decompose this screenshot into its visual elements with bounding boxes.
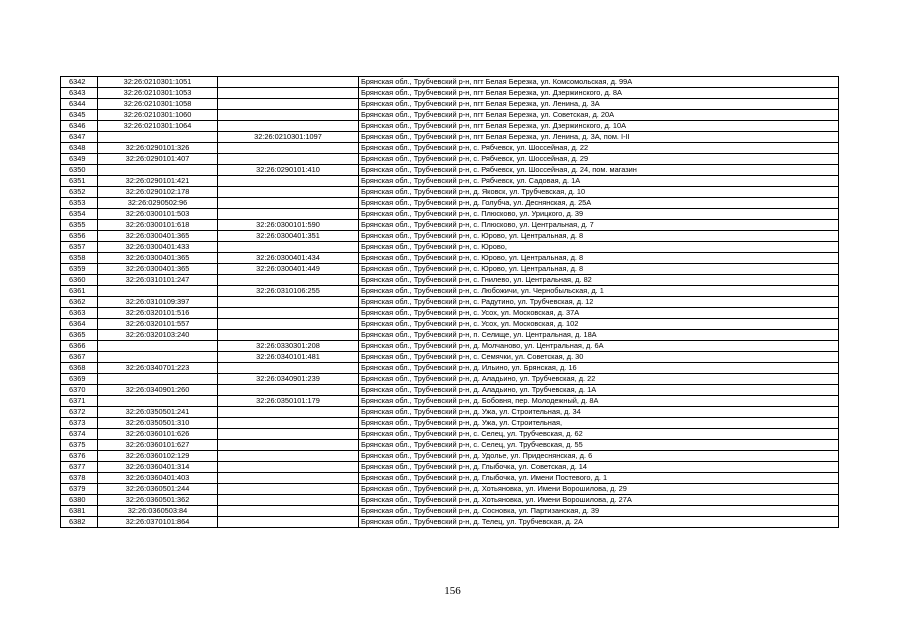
address-cell: Брянская обл., Трубчевский р-н, с. Юрово, (359, 242, 839, 253)
address-cell: Брянская обл., Трубчевский р-н, с. Юрово, ул. Центральная, д. 8 (359, 253, 839, 264)
address-cell: Брянская обл., Трубчевский р-н, п. Селище, ул. Центральная, д. 18А (359, 330, 839, 341)
address-cell: Брянская обл., Трубчевский р-н, д. Голубча, ул. Деснянская, д. 25А (359, 198, 839, 209)
table-row (61, 231, 839, 242)
table-row (61, 242, 839, 253)
address-cell: Брянская обл., Трубчевский р-н, пгт Белая Березка, ул. Комсомольская, д. 99А (359, 77, 839, 88)
table-row (61, 429, 839, 440)
cadastral-number-2-cell (218, 473, 359, 484)
cadastral-number-cell: 32:26:0310101:247 (98, 275, 218, 286)
table-row (61, 176, 839, 187)
cadastral-number-2-cell (218, 495, 359, 506)
cadastral-number-2-cell (218, 308, 359, 319)
table-row (61, 363, 839, 374)
table-row (61, 462, 839, 473)
address-cell: Брянская обл., Трубчевский р-н, с. Селец, ул. Трубчевская, д. 55 (359, 440, 839, 451)
table-row (61, 110, 839, 121)
page-number: 156 (444, 585, 461, 597)
table-row (61, 418, 839, 429)
cadastral-number-2-cell (218, 418, 359, 429)
table-row (61, 286, 839, 297)
cadastral-number-cell: 32:26:0350501:241 (98, 407, 218, 418)
row-number-cell: 6359 (61, 264, 98, 275)
cadastral-number-cell: 32:26:0360501:244 (98, 484, 218, 495)
address-cell: Брянская обл., Трубчевский р-н, пгт Белая Березка, ул. Ленина, д. 3А, пом. I-II (359, 132, 839, 143)
cadastral-number-2-cell (218, 275, 359, 286)
row-number-cell: 6370 (61, 385, 98, 396)
address-cell: Брянская обл., Трубчевский р-н, с. Юрово, ул. Центральная, д. 8 (359, 231, 839, 242)
cadastral-number-cell (98, 352, 218, 363)
table-body (61, 77, 839, 528)
address-cell: Брянская обл., Трубчевский р-н, с. Рябчевск, ул. Шоссейная, д. 29 (359, 154, 839, 165)
cadastral-number-cell: 32:26:0360101:627 (98, 440, 218, 451)
address-cell: Брянская обл., Трубчевский р-н, с. Усох, ул. Московская, д. 102 (359, 319, 839, 330)
cadastral-number-cell: 32:26:0290101:326 (98, 143, 218, 154)
row-number-cell: 6345 (61, 110, 98, 121)
cadastral-number-2-cell: 32:26:0310106:255 (218, 286, 359, 297)
address-cell: Брянская обл., Трубчевский р-н, с. Плюсково, ул. Урицкого, д. 39 (359, 209, 839, 220)
cadastral-number-cell (98, 341, 218, 352)
row-number-cell: 6364 (61, 319, 98, 330)
row-number-cell: 6373 (61, 418, 98, 429)
cadastral-number-2-cell (218, 462, 359, 473)
address-cell: Брянская обл., Трубчевский р-н, с. Селец, ул. Трубчевская, д. 62 (359, 429, 839, 440)
row-number-cell: 6363 (61, 308, 98, 319)
table-row (61, 77, 839, 88)
cadastral-number-cell: 32:26:0300401:365 (98, 253, 218, 264)
address-cell: Брянская обл., Трубчевский р-н, д. Ильино, ул. Брянская, д. 16 (359, 363, 839, 374)
table-row (61, 165, 839, 176)
cadastral-number-cell (98, 132, 218, 143)
table-row (61, 341, 839, 352)
table-row (61, 154, 839, 165)
cadastral-number-2-cell (218, 154, 359, 165)
cadastral-number-2-cell (218, 209, 359, 220)
address-cell: Брянская обл., Трубчевский р-н, д. Глыбочка, ул. Советская, д. 14 (359, 462, 839, 473)
row-number-cell: 6352 (61, 187, 98, 198)
address-cell: Брянская обл., Трубчевский р-н, с. Радутино, ул. Трубчевская, д. 12 (359, 297, 839, 308)
property-table (60, 76, 839, 528)
address-cell: Брянская обл., Трубчевский р-н, д. Бобовня, пер. Молодежный, д. 8А (359, 396, 839, 407)
cadastral-number-cell (98, 165, 218, 176)
row-number-cell: 6374 (61, 429, 98, 440)
cadastral-number-2-cell (218, 242, 359, 253)
row-number-cell: 6382 (61, 517, 98, 528)
row-number-cell: 6361 (61, 286, 98, 297)
cadastral-number-2-cell: 32:26:0300401:434 (218, 253, 359, 264)
cadastral-number-2-cell: 32:26:0350101:179 (218, 396, 359, 407)
cadastral-number-2-cell (218, 484, 359, 495)
cadastral-number-2-cell (218, 429, 359, 440)
address-cell: Брянская обл., Трубчевский р-н, с. Рябчевск, ул. Шоссейная, д. 22 (359, 143, 839, 154)
cadastral-number-cell: 32:26:0320103:240 (98, 330, 218, 341)
cadastral-number-cell: 32:26:0370101:864 (98, 517, 218, 528)
table-row (61, 440, 839, 451)
row-number-cell: 6355 (61, 220, 98, 231)
table-row (61, 198, 839, 209)
cadastral-number-2-cell (218, 363, 359, 374)
address-cell: Брянская обл., Трубчевский р-н, с. Любожичи, ул. Чернобыльская, д. 1 (359, 286, 839, 297)
table-row (61, 352, 839, 363)
cadastral-number-cell: 32:26:0290502:96 (98, 198, 218, 209)
cadastral-number-cell: 32:26:0360101:626 (98, 429, 218, 440)
address-cell: Брянская обл., Трубчевский р-н, д. Молчаново, ул. Центральная, д. 6А (359, 341, 839, 352)
row-number-cell: 6356 (61, 231, 98, 242)
table-row (61, 451, 839, 462)
table-row (61, 88, 839, 99)
row-number-cell: 6362 (61, 297, 98, 308)
address-cell: Брянская обл., Трубчевский р-н, д. Сосновка, ул. Партизанская, д. 39 (359, 506, 839, 517)
cadastral-number-cell: 32:26:0210301:1053 (98, 88, 218, 99)
cadastral-number-cell: 32:26:0210301:1064 (98, 121, 218, 132)
address-cell: Брянская обл., Трубчевский р-н, пгт Белая Березка, ул. Ленина, д. 3А (359, 99, 839, 110)
cadastral-number-2-cell (218, 407, 359, 418)
address-cell: Брянская обл., Трубчевский р-н, с. Рябчевск, ул. Шоссейная, д. 24, пом. магазин (359, 165, 839, 176)
cadastral-number-cell: 32:26:0360102:129 (98, 451, 218, 462)
table-row (61, 264, 839, 275)
row-number-cell: 6367 (61, 352, 98, 363)
cadastral-number-2-cell: 32:26:0300401:449 (218, 264, 359, 275)
row-number-cell: 6350 (61, 165, 98, 176)
table-row (61, 330, 839, 341)
address-cell: Брянская обл., Трубчевский р-н, д. Хотьяновка, ул. Имени Ворошилова, д. 29 (359, 484, 839, 495)
row-number-cell: 6354 (61, 209, 98, 220)
address-cell: Брянская обл., Трубчевский р-н, пгт Белая Березка, ул. Советская, д. 20А (359, 110, 839, 121)
row-number-cell: 6381 (61, 506, 98, 517)
table-row (61, 506, 839, 517)
table-row (61, 143, 839, 154)
address-cell: Брянская обл., Трубчевский р-н, д. Ужа, ул. Строительная, (359, 418, 839, 429)
cadastral-number-cell: 32:26:0360501:362 (98, 495, 218, 506)
table-row (61, 187, 839, 198)
row-number-cell: 6379 (61, 484, 98, 495)
cadastral-number-cell: 32:26:0300401:365 (98, 231, 218, 242)
row-number-cell: 6343 (61, 88, 98, 99)
cadastral-number-cell: 32:26:0360503:84 (98, 506, 218, 517)
row-number-cell: 6353 (61, 198, 98, 209)
cadastral-number-2-cell: 32:26:0300101:590 (218, 220, 359, 231)
address-cell: Брянская обл., Трубчевский р-н, д. Ужа, ул. Строительная, д. 34 (359, 407, 839, 418)
address-cell: Брянская обл., Трубчевский р-н, с. Юрово, ул. Центральная, д. 8 (359, 264, 839, 275)
cadastral-number-cell: 32:26:0300101:503 (98, 209, 218, 220)
cadastral-number-2-cell (218, 451, 359, 462)
row-number-cell: 6380 (61, 495, 98, 506)
cadastral-number-cell: 32:26:0340901:260 (98, 385, 218, 396)
cadastral-number-2-cell: 32:26:0340101:481 (218, 352, 359, 363)
cadastral-number-2-cell (218, 99, 359, 110)
address-cell: Брянская обл., Трубчевский р-н, д. Глыбочка, ул. Имени Постевого, д. 1 (359, 473, 839, 484)
address-cell: Брянская обл., Трубчевский р-н, д. Удолье, ул. Придеснянская, д. 6 (359, 451, 839, 462)
row-number-cell: 6371 (61, 396, 98, 407)
cadastral-number-cell: 32:26:0320101:516 (98, 308, 218, 319)
cadastral-number-cell: 32:26:0340701:223 (98, 363, 218, 374)
cadastral-number-2-cell (218, 506, 359, 517)
cadastral-number-2-cell (218, 176, 359, 187)
cadastral-number-cell (98, 396, 218, 407)
cadastral-number-2-cell (218, 88, 359, 99)
table-row (61, 209, 839, 220)
table-row (61, 473, 839, 484)
row-number-cell: 6372 (61, 407, 98, 418)
cadastral-number-cell: 32:26:0360401:403 (98, 473, 218, 484)
address-cell: Брянская обл., Трубчевский р-н, пгт Белая Березка, ул. Дзержинского, д. 10А (359, 121, 839, 132)
table-row (61, 253, 839, 264)
table-row (61, 374, 839, 385)
cadastral-number-2-cell: 32:26:0290101:410 (218, 165, 359, 176)
cadastral-number-cell (98, 374, 218, 385)
row-number-cell: 6358 (61, 253, 98, 264)
cadastral-number-2-cell (218, 77, 359, 88)
cadastral-number-cell: 32:26:0210301:1051 (98, 77, 218, 88)
cadastral-number-cell: 32:26:0300101:618 (98, 220, 218, 231)
cadastral-number-cell: 32:26:0320101:557 (98, 319, 218, 330)
cadastral-number-2-cell (218, 198, 359, 209)
row-number-cell: 6368 (61, 363, 98, 374)
row-number-cell: 6369 (61, 374, 98, 385)
address-cell: Брянская обл., Трубчевский р-н, д. Телец, ул. Трубчевская, д. 2А (359, 517, 839, 528)
row-number-cell: 6342 (61, 77, 98, 88)
row-number-cell: 6349 (61, 154, 98, 165)
cadastral-number-cell: 32:26:0290101:407 (98, 154, 218, 165)
address-cell: Брянская обл., Трубчевский р-н, д. Яковск, ул. Трубчевская, д. 10 (359, 187, 839, 198)
table-row (61, 275, 839, 286)
address-cell: Брянская обл., Трубчевский р-н, д. Аладьино, ул. Трубчевская, д. 22 (359, 374, 839, 385)
cadastral-number-2-cell: 32:26:0300401:351 (218, 231, 359, 242)
cadastral-number-2-cell (218, 121, 359, 132)
table-row (61, 297, 839, 308)
address-cell: Брянская обл., Трубчевский р-н, д. Хотьяновка, ул. Имени Ворошилова, д. 27А (359, 495, 839, 506)
address-cell: Брянская обл., Трубчевский р-н, с. Рябчевск, ул. Садовая, д. 1А (359, 176, 839, 187)
address-cell: Брянская обл., Трубчевский р-н, д. Аладьино, ул. Трубчевская, д. 1А (359, 385, 839, 396)
table-row (61, 132, 839, 143)
row-number-cell: 6365 (61, 330, 98, 341)
row-number-cell: 6366 (61, 341, 98, 352)
cadastral-number-cell: 32:26:0310109:397 (98, 297, 218, 308)
address-cell: Брянская обл., Трубчевский р-н, пгт Белая Березка, ул. Дзержинского, д. 8А (359, 88, 839, 99)
address-cell: Брянская обл., Трубчевский р-н, с. Гнилево, ул. Центральная, д. 82 (359, 275, 839, 286)
row-number-cell: 6376 (61, 451, 98, 462)
cadastral-number-2-cell (218, 143, 359, 154)
address-cell: Брянская обл., Трубчевский р-н, с. Усох, ул. Московская, д. 37А (359, 308, 839, 319)
table-row (61, 308, 839, 319)
cadastral-number-2-cell: 32:26:0210301:1097 (218, 132, 359, 143)
row-number-cell: 6346 (61, 121, 98, 132)
row-number-cell: 6357 (61, 242, 98, 253)
table-row (61, 396, 839, 407)
cadastral-number-2-cell (218, 319, 359, 330)
cadastral-number-2-cell (218, 330, 359, 341)
cadastral-number-cell: 32:26:0300401:365 (98, 264, 218, 275)
cadastral-number-cell: 32:26:0290101:421 (98, 176, 218, 187)
cadastral-number-2-cell (218, 110, 359, 121)
table-row (61, 319, 839, 330)
table-row (61, 385, 839, 396)
cadastral-number-cell: 32:26:0350501:310 (98, 418, 218, 429)
cadastral-number-2-cell (218, 297, 359, 308)
cadastral-number-2-cell (218, 187, 359, 198)
table-row (61, 517, 839, 528)
cadastral-number-cell: 32:26:0300401:433 (98, 242, 218, 253)
row-number-cell: 6378 (61, 473, 98, 484)
table-row (61, 484, 839, 495)
cadastral-number-2-cell (218, 385, 359, 396)
cadastral-number-2-cell: 32:26:0340901:239 (218, 374, 359, 385)
row-number-cell: 6347 (61, 132, 98, 143)
row-number-cell: 6348 (61, 143, 98, 154)
address-cell: Брянская обл., Трубчевский р-н, с. Плюсково, ул. Центральная, д. 7 (359, 220, 839, 231)
cadastral-number-cell: 32:26:0290102:178 (98, 187, 218, 198)
row-number-cell: 6377 (61, 462, 98, 473)
cadastral-number-cell: 32:26:0210301:1058 (98, 99, 218, 110)
row-number-cell: 6360 (61, 275, 98, 286)
row-number-cell: 6344 (61, 99, 98, 110)
table-row (61, 495, 839, 506)
row-number-cell: 6351 (61, 176, 98, 187)
cadastral-number-cell (98, 286, 218, 297)
cadastral-number-2-cell (218, 440, 359, 451)
cadastral-number-2-cell (218, 517, 359, 528)
cadastral-number-cell: 32:26:0210301:1060 (98, 110, 218, 121)
row-number-cell: 6375 (61, 440, 98, 451)
table-row (61, 121, 839, 132)
address-cell: Брянская обл., Трубчевский р-н, с. Семячки, ул. Советская, д. 30 (359, 352, 839, 363)
cadastral-number-2-cell: 32:26:0330301:208 (218, 341, 359, 352)
cadastral-number-cell: 32:26:0360401:314 (98, 462, 218, 473)
table-row (61, 220, 839, 231)
table-row (61, 407, 839, 418)
table-row (61, 99, 839, 110)
